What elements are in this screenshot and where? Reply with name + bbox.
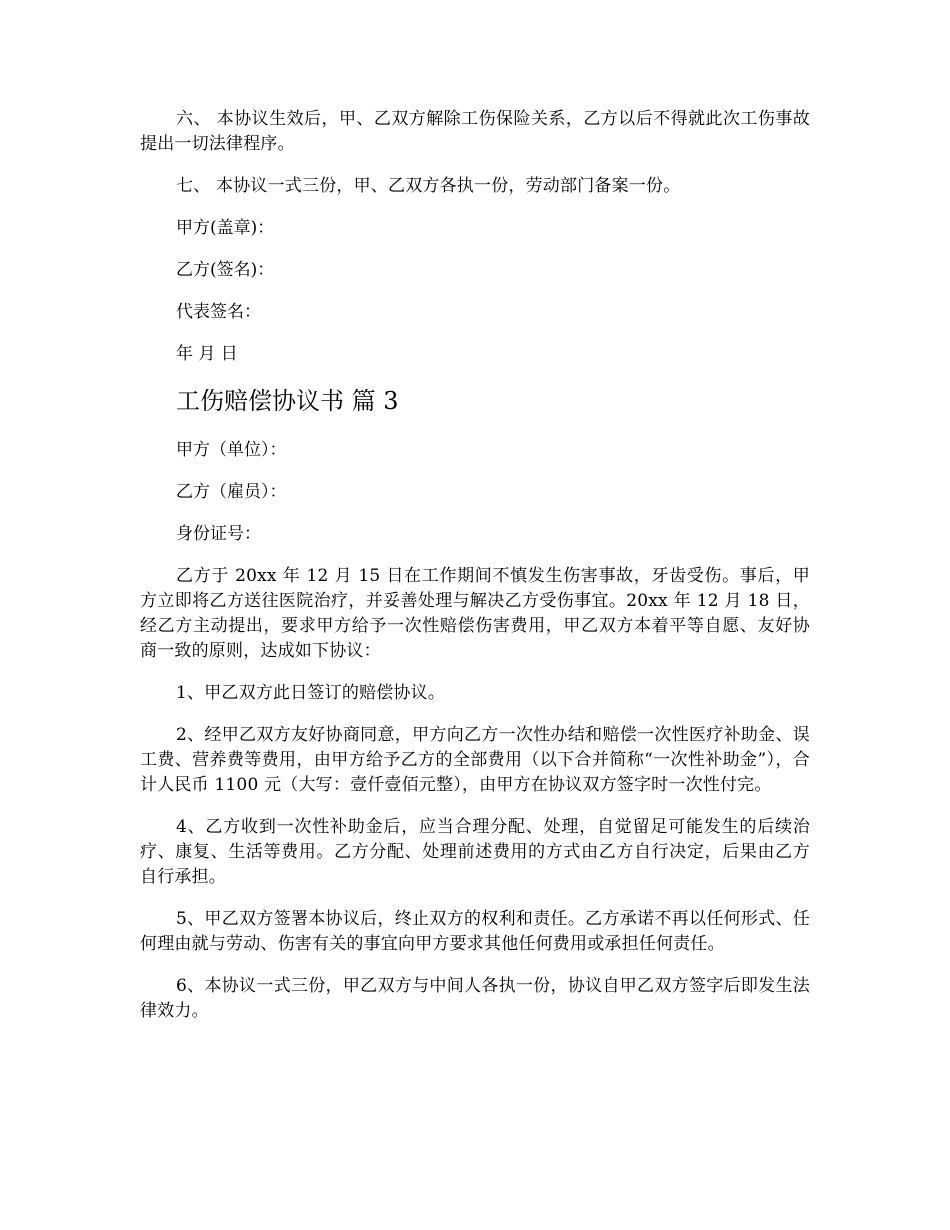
clause-item: 4、乙方收到一次性补助金后，应当合理分配、处理，自觉留足可能发生的后续治疗、康复、生活等费用。乙方分配、处理前述费用的方式由乙方自行决定，后果由乙方自行承担。 — [140, 817, 810, 887]
date-line: 年 月 日 — [176, 344, 238, 364]
representative-signature-line: 代表签名： — [176, 302, 261, 322]
clause-item: 2、经甲乙双方友好协商同意，甲方向乙方一次性办结和赔偿一次性医疗补助金、误工费、营养费等费用，由甲方给予乙方的全部费用（以下合并简称“一次性补助金”），合计人民币 1100 元（大写：壹仟壹佰元整），由甲方在协议双方签字时一次性付完。 — [140, 725, 810, 795]
party-a-unit-line: 甲方（单位）： — [176, 440, 287, 460]
clause-item: 1、甲乙双方此日签订的赔偿协议。 — [176, 683, 446, 703]
party-b-signature-line: 乙方(签名)： — [176, 260, 275, 280]
clause-seven: 七、 本协议一式三份，甲、乙双方各执一份，劳动部门备案一份。 — [176, 176, 681, 196]
document-body — [140, 107, 810, 1041]
party-b-employee-line: 乙方（雇员）： — [176, 482, 287, 502]
party-a-seal-line: 甲方(盖章)： — [176, 218, 275, 238]
clause-six: 六、 本协议生效后，甲、乙双方解除工伤保险关系，乙方以后不得就此次工伤事故提出一切法律程序。 — [140, 109, 810, 154]
intro-paragraph: 乙方于 20xx 年 12 月 15 日在工作期间不慎发生伤害事故，牙齿受伤。事后，甲方立即将乙方送往医院治疗，并妥善处理与解决乙方受伤事宜。20xx 年 12 月 18 日，经乙方主动提出，要求甲方给予一次性赔偿伤害费用，甲乙双方本着平等自愿、友好协商一致的原则，达成如下协议： — [140, 566, 810, 661]
id-number-line: 身份证号： — [176, 524, 261, 544]
clause-item: 6、本协议一式三份，甲乙双方与中间人各执一份，协议自甲乙双方签字后即发生法律效力。 — [140, 976, 810, 1021]
section-title: 工伤赔偿协议书 篇 3 — [176, 387, 399, 415]
clause-item: 5、甲乙双方签署本协议后，终止双方的权利和责任。乙方承诺不再以任何形式、任何理由就与劳动、伤害有关的事宜向甲方要求其他任何费用或承担任何责任。 — [140, 909, 810, 954]
